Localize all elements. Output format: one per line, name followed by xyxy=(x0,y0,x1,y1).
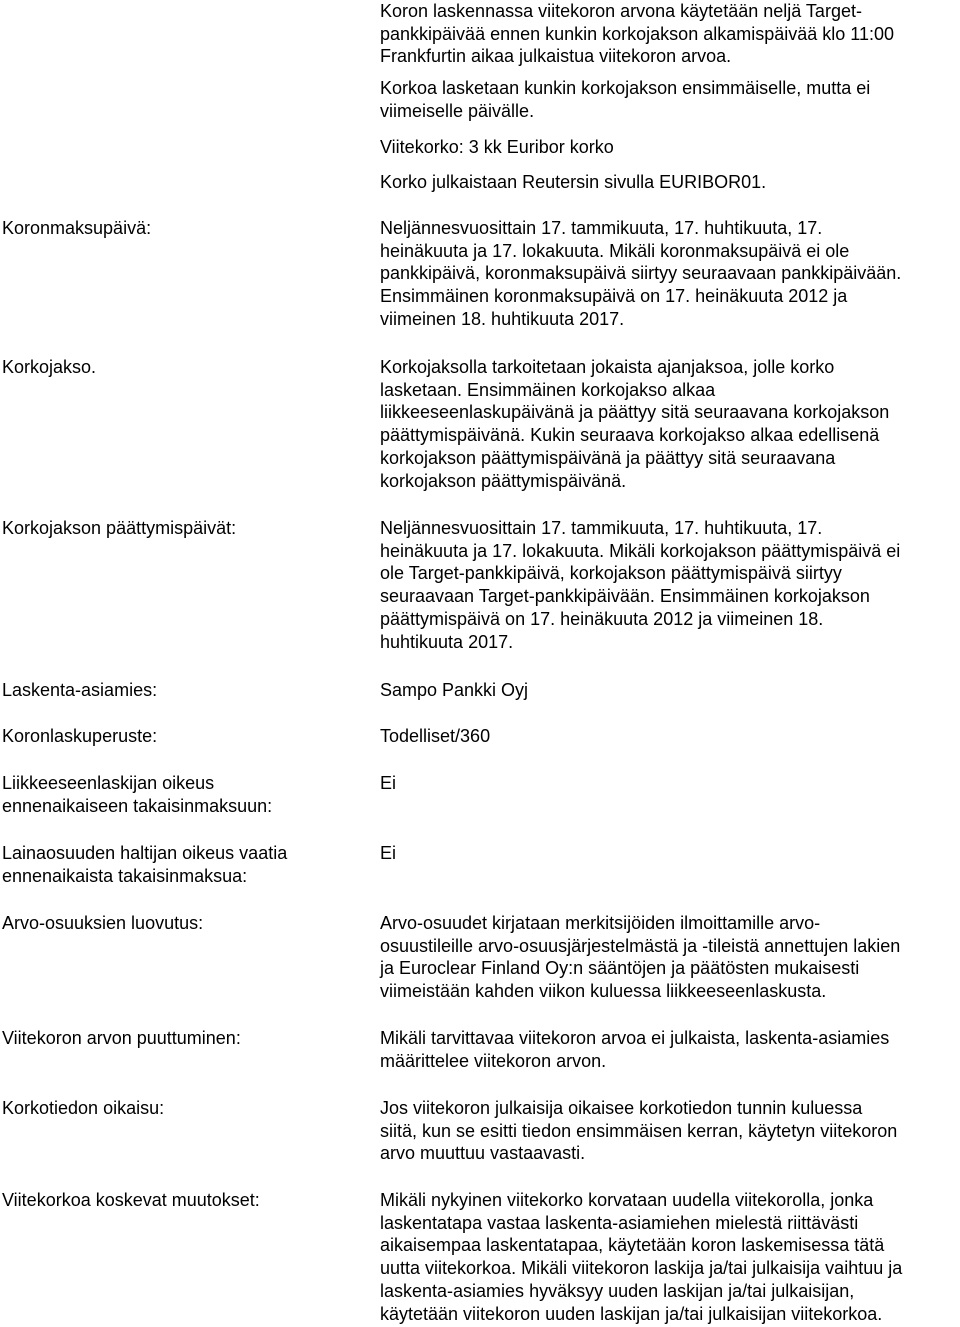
label-line: Korkojakson päättymispäivät: xyxy=(2,518,237,538)
term-value-interest-payment-date xyxy=(380,217,958,331)
text-line: Jos viitekoron julkaisija oikaisee korkotiedon tunnin kuluessa xyxy=(380,1098,863,1118)
text-line: pankkipäivää ennen kunkin korkojakson alkamispäivää klo 11:00 xyxy=(380,23,894,44)
label-line: Viitekorkoa koskevat muutokset: xyxy=(2,1190,260,1210)
label-line: Liikkeeseenlaskijan oikeus xyxy=(2,773,215,793)
text-line: uutta viitekorkoa. Mikäli viitekoron laskija ja/tai julkaisija vaihtuu ja xyxy=(380,1258,903,1279)
term-label-issuer-call xyxy=(2,772,362,817)
term-label-rate-changes xyxy=(2,1189,362,1212)
text-line: määrittelee viitekoron arvon. xyxy=(380,1050,607,1071)
text-line: lasketaan. Ensimmäinen korkojakso alkaa xyxy=(380,379,716,400)
text-line: Ei xyxy=(380,773,397,793)
text-line: aikaisempaa laskentatapaa, käytetään koron laskemisessa tätä xyxy=(380,1235,885,1256)
text-line: arvo muuttuu vastaavasti. xyxy=(380,1143,586,1164)
text-line: laskenta-asiamies hyväksyy uuden laskijan ja/tai julkaisijan, xyxy=(380,1280,855,1301)
text-line: osuustileille arvo-osuusjärjestelmästä ja -tileistä annettujen lakien xyxy=(380,935,901,956)
text-line: Neljännesvuosittain 17. tammikuuta, 17. huhtikuuta, 17. xyxy=(380,518,823,538)
term-label-interest-period xyxy=(2,356,362,379)
text-line: korkojakson päättymispäivänä ja päättyy sitä seuraavana xyxy=(380,447,836,468)
label-line: ennenaikaista takaisinmaksua: xyxy=(2,865,248,886)
term-value-missing-rate xyxy=(380,1027,958,1072)
text-line: käytetään viitekoron uuden laskijan ja/tai julkaisijan viitekorkoa. xyxy=(380,1303,883,1324)
term-value-rate-correction xyxy=(380,1097,958,1165)
text-line: Korkojaksolla tarkoitetaan jokaista ajanjaksoa, jolle korko xyxy=(380,357,835,377)
label-line: Viitekoron arvon puuttuminen: xyxy=(2,1028,241,1048)
label-line: Lainaosuuden haltijan oikeus vaatia xyxy=(2,843,288,863)
text-line: Korko julkaistaan Reutersin sivulla EURIBOR01. xyxy=(380,172,767,192)
text-line: Mikäli nykyinen viitekorko korvataan uudella viitekorolla, jonka xyxy=(380,1190,874,1210)
label-line: Koronmaksupäivä: xyxy=(2,218,152,238)
text-line: siitä, kun se esitti tiedon ensimmäisen kerran, käytetyn viitekoron xyxy=(380,1120,898,1141)
text-line: huhtikuuta 2017. xyxy=(380,631,514,652)
text-line: Sampo Pankki Oyj xyxy=(380,680,529,700)
term-label-missing-rate xyxy=(2,1027,362,1050)
term-label-rate-correction xyxy=(2,1097,362,1120)
term-label-period-end-dates xyxy=(2,517,362,540)
label-line: ennenaikaiseen takaisinmaksuun: xyxy=(2,795,273,816)
text-line: viimeiselle päivälle. xyxy=(380,100,535,121)
text-line: pankkipäivä, koronmaksupäivä siirtyy seuraavaan pankkipäivään. xyxy=(380,263,902,284)
term-value-rate-changes xyxy=(380,1189,958,1325)
label-line: Korkojakso. xyxy=(2,357,97,377)
text-line: Frankfurtin aikaa julkaistua viitekoron arvoa. xyxy=(380,46,732,67)
text-line: Ensimmäinen koronmaksupäivä on 17. heinäkuuta 2012 ja xyxy=(380,286,848,307)
term-label-holder-put xyxy=(2,842,362,887)
text-line: liikkeeseenlaskupäivänä ja päättyy sitä seuraavana korkojakson xyxy=(380,402,890,423)
text-line: Korkoa lasketaan kunkin korkojakson ensimmäiselle, mutta ei xyxy=(380,78,871,98)
term-label-book-entry-delivery xyxy=(2,912,362,935)
text-line: viimeinen 18. huhtikuuta 2017. xyxy=(380,308,625,329)
label-line: Laskenta-asiamies: xyxy=(2,680,158,700)
intro-paragraph-reference-rate xyxy=(380,136,958,159)
text-line: Viitekorko: 3 kk Euribor korko xyxy=(380,137,614,157)
text-line: Neljännesvuosittain 17. tammikuuta, 17. huhtikuuta, 17. xyxy=(380,218,823,238)
text-line: korkojakson päättymispäivänä. xyxy=(380,470,627,491)
term-label-day-count xyxy=(2,725,362,748)
text-line: ja Euroclear Finland Oy:n sääntöjen ja päätösten mukaisesti xyxy=(380,958,860,979)
text-line: Koron laskennassa viitekoron arvona käytetään neljä Target- xyxy=(380,1,862,21)
text-line: seuraavaan Target-pankkipäivään. Ensimmäinen korkojakson xyxy=(380,586,870,607)
text-line: laskentatapa vastaa laskenta-asiamiehen mielestä riittävästi xyxy=(380,1212,859,1233)
intro-paragraph-reference-rate-fixing xyxy=(380,0,958,68)
text-line: ole Target-pankkipäivä, korkojakson päättymispäivä siirtyy xyxy=(380,563,842,584)
text-line: Todelliset/360 xyxy=(380,726,491,746)
term-value-holder-put xyxy=(380,842,958,865)
term-label-interest-payment-date xyxy=(2,217,362,240)
text-line: Ei xyxy=(380,843,397,863)
label-line: Korkotiedon oikaisu: xyxy=(2,1098,165,1118)
text-line: heinäkuuta ja 17. lokakuuta. Mikäli korkojakson päättymispäivä ei xyxy=(380,540,901,561)
intro-paragraph-publication xyxy=(380,171,958,194)
term-value-day-count xyxy=(380,725,958,748)
text-line: päättymispäivänä. Kukin seuraava korkojakso alkaa edellisenä xyxy=(380,425,880,446)
term-value-period-end-dates xyxy=(380,517,958,653)
label-line: Arvo-osuuksien luovutus: xyxy=(2,913,204,933)
text-line: päättymispäivä on 17. heinäkuuta 2012 ja viimeinen 18. xyxy=(380,608,824,629)
text-line: viimeistään kahden viikon kuluessa liikkeeseenlaskusta. xyxy=(380,981,827,1002)
term-value-book-entry-delivery xyxy=(380,912,958,1003)
term-label-calculation-agent xyxy=(2,679,362,702)
term-value-calculation-agent xyxy=(380,679,958,702)
intro-paragraph-interest-accrual xyxy=(380,77,958,122)
label-line: Koronlaskuperuste: xyxy=(2,726,158,746)
text-line: heinäkuuta ja 17. lokakuuta. Mikäli koronmaksupäivä ei ole xyxy=(380,240,850,261)
text-line: Arvo-osuudet kirjataan merkitsijöiden ilmoittamille arvo- xyxy=(380,913,821,933)
term-value-interest-period xyxy=(380,356,958,492)
term-value-issuer-call xyxy=(380,772,958,795)
text-line: Mikäli tarvittavaa viitekoron arvoa ei julkaista, laskenta-asiamies xyxy=(380,1028,890,1048)
